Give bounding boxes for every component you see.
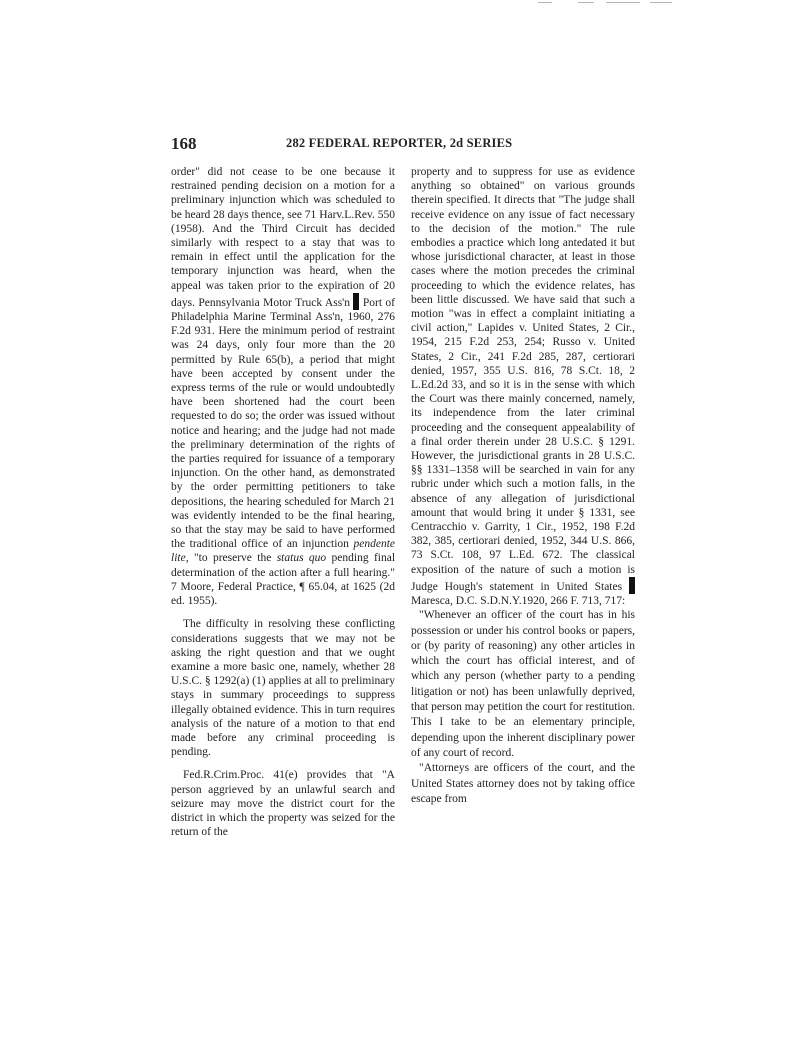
- scan-edge-mark: [606, 2, 640, 3]
- redaction-mark: [353, 293, 359, 310]
- redaction-mark: [629, 577, 635, 594]
- block-quote: "Attorneys are officers of the court, and the United States attorney does not by taking office escape from: [411, 762, 635, 805]
- left-column: [171, 165, 395, 839]
- italic-text: status quo: [276, 552, 327, 565]
- page-header: [171, 134, 636, 156]
- right-column: [411, 165, 635, 807]
- text-run: property and to suppress for use as evidence anything so obtained" on various grounds therein specified. It directs that "The judge shall receive evidence on any issue of fact necessary to the decision of the motion." The rule embodies a practice which long antedated it but whose jurisdictional character, at least in those cases where the motion precedes the criminal proceeding to which the evidence relates, has been little discussed. We have said that such a motion "was in effect a complaint initiating a civil action," Lapides v. United States, 2 Cir., 1954, 215 F.2d 253, 254; Russo v. United States, 2 Cir., 241 F.2d 285, 287, certiorari denied, 1957, 355 U.S. 816, 78 S.Ct. 18, 2 L.Ed.2d 33, and so it is in the sense with which the Court was there mainly concerned, namely, its independence from the later criminal proceeding and the consequent appealability of a final order therein under 28 U.S.C. § 1291. However, the jurisdictional grants in 28 U.S.C. §§ 1331–1358 will be searched in vain for any rubric under which such a motion falls, in the absence of any allegation of jurisdictional amount that would bring it under § 1331, see Centracchio v. Garrity, 1 Cir., 1952, 198 F.2d 382, 385, certiorari denied, 1952, 344 U.S. 866, 73 S.Ct. 108, 97 L.Ed. 672. The classical exposition of the nature of such a motion is Judge Hough's statement in United States: [411, 166, 635, 593]
- scan-edge-mark: [538, 2, 552, 3]
- text-run: pending final determination of the action after a full hearing." 7 Moore, Federal Practice, ¶ 65.04, at 1625 (2d ed. 1955).: [171, 552, 396, 608]
- paragraph: The difficulty in resolving these conflicting considerations suggests that we may not be asking the right question and that we ought examine a more basic one, namely, whether 28 U.S.C. § 1292(a) (1) applies at all to preliminary stays in summary proceedings to suppress illegally obtained evidence. This in turn requires analysis of the nature of a motion to that end made before any criminal proceeding is pending.: [171, 618, 395, 759]
- paragraph: [171, 165, 395, 608]
- page-number: 168: [171, 134, 197, 153]
- text-run: "to preserve the: [193, 552, 272, 565]
- text-run: Port of Philadelphia Marine Terminal Ass'n, 1960, 276 F.2d 931. Here the minimum period of restraint was 24 days, only four more than the 20 permitted by Rule 65(b), a period that might have been accepted by consent under the express terms of the rule or would undoubtedly have been shortened had the court been requested to do so; the order was issued without notice and hearing; and the judge had not made the preliminary determination of the rights of the parties required for issuance of a temporary injunction. On the other hand, as demonstrated by the order permitting petitioners to take depositions, the hearing scheduled for March 21 was evidently intended to be the final hearing, so that the stay may be said to have performed the traditional office of an injunction: [171, 296, 396, 551]
- text-run: order" did not cease to be one because it restrained pending decision on a motion for a preliminary injunction which was scheduled to be heard 28 days thence, see 71 Harv.L.Rev. 550 (1958). And the Third Circuit has decided similarly with respect to a stay that was to remain in effect until the application for the temporary injunction was heard, when the appeal was taken prior to the expiration of 20 days. Pennsylvania Motor Truck Ass'n: [171, 166, 395, 309]
- scan-edge-mark: [650, 2, 672, 3]
- italic-text: pendente lite,: [171, 538, 395, 565]
- text-run: Maresca, D.C. S.D.N.Y.1920, 266 F. 713, 717:: [411, 595, 626, 608]
- block-quote: "Whenever an officer of the court has in his possession or under his control books or papers, or (by parity of reasoning) any other articles in which the court has official interest, and of which any person (whether party to a pending litigation or not) has been unlawfully deprived, that person may petition the court for restitution. This I take to be an elementary principle, depending upon the inherent disciplinary power of any court of record.: [411, 609, 635, 759]
- paragraph: Fed.R.Crim.Proc. 41(e) provides that "A person aggrieved by an unlawful search and seizure may move the district court for the district in which the property was seized for the return of the: [171, 769, 395, 839]
- scan-edge-mark: [578, 2, 594, 3]
- running-head: 282 FEDERAL REPORTER, 2d SERIES: [286, 136, 513, 150]
- paragraph: [411, 165, 635, 608]
